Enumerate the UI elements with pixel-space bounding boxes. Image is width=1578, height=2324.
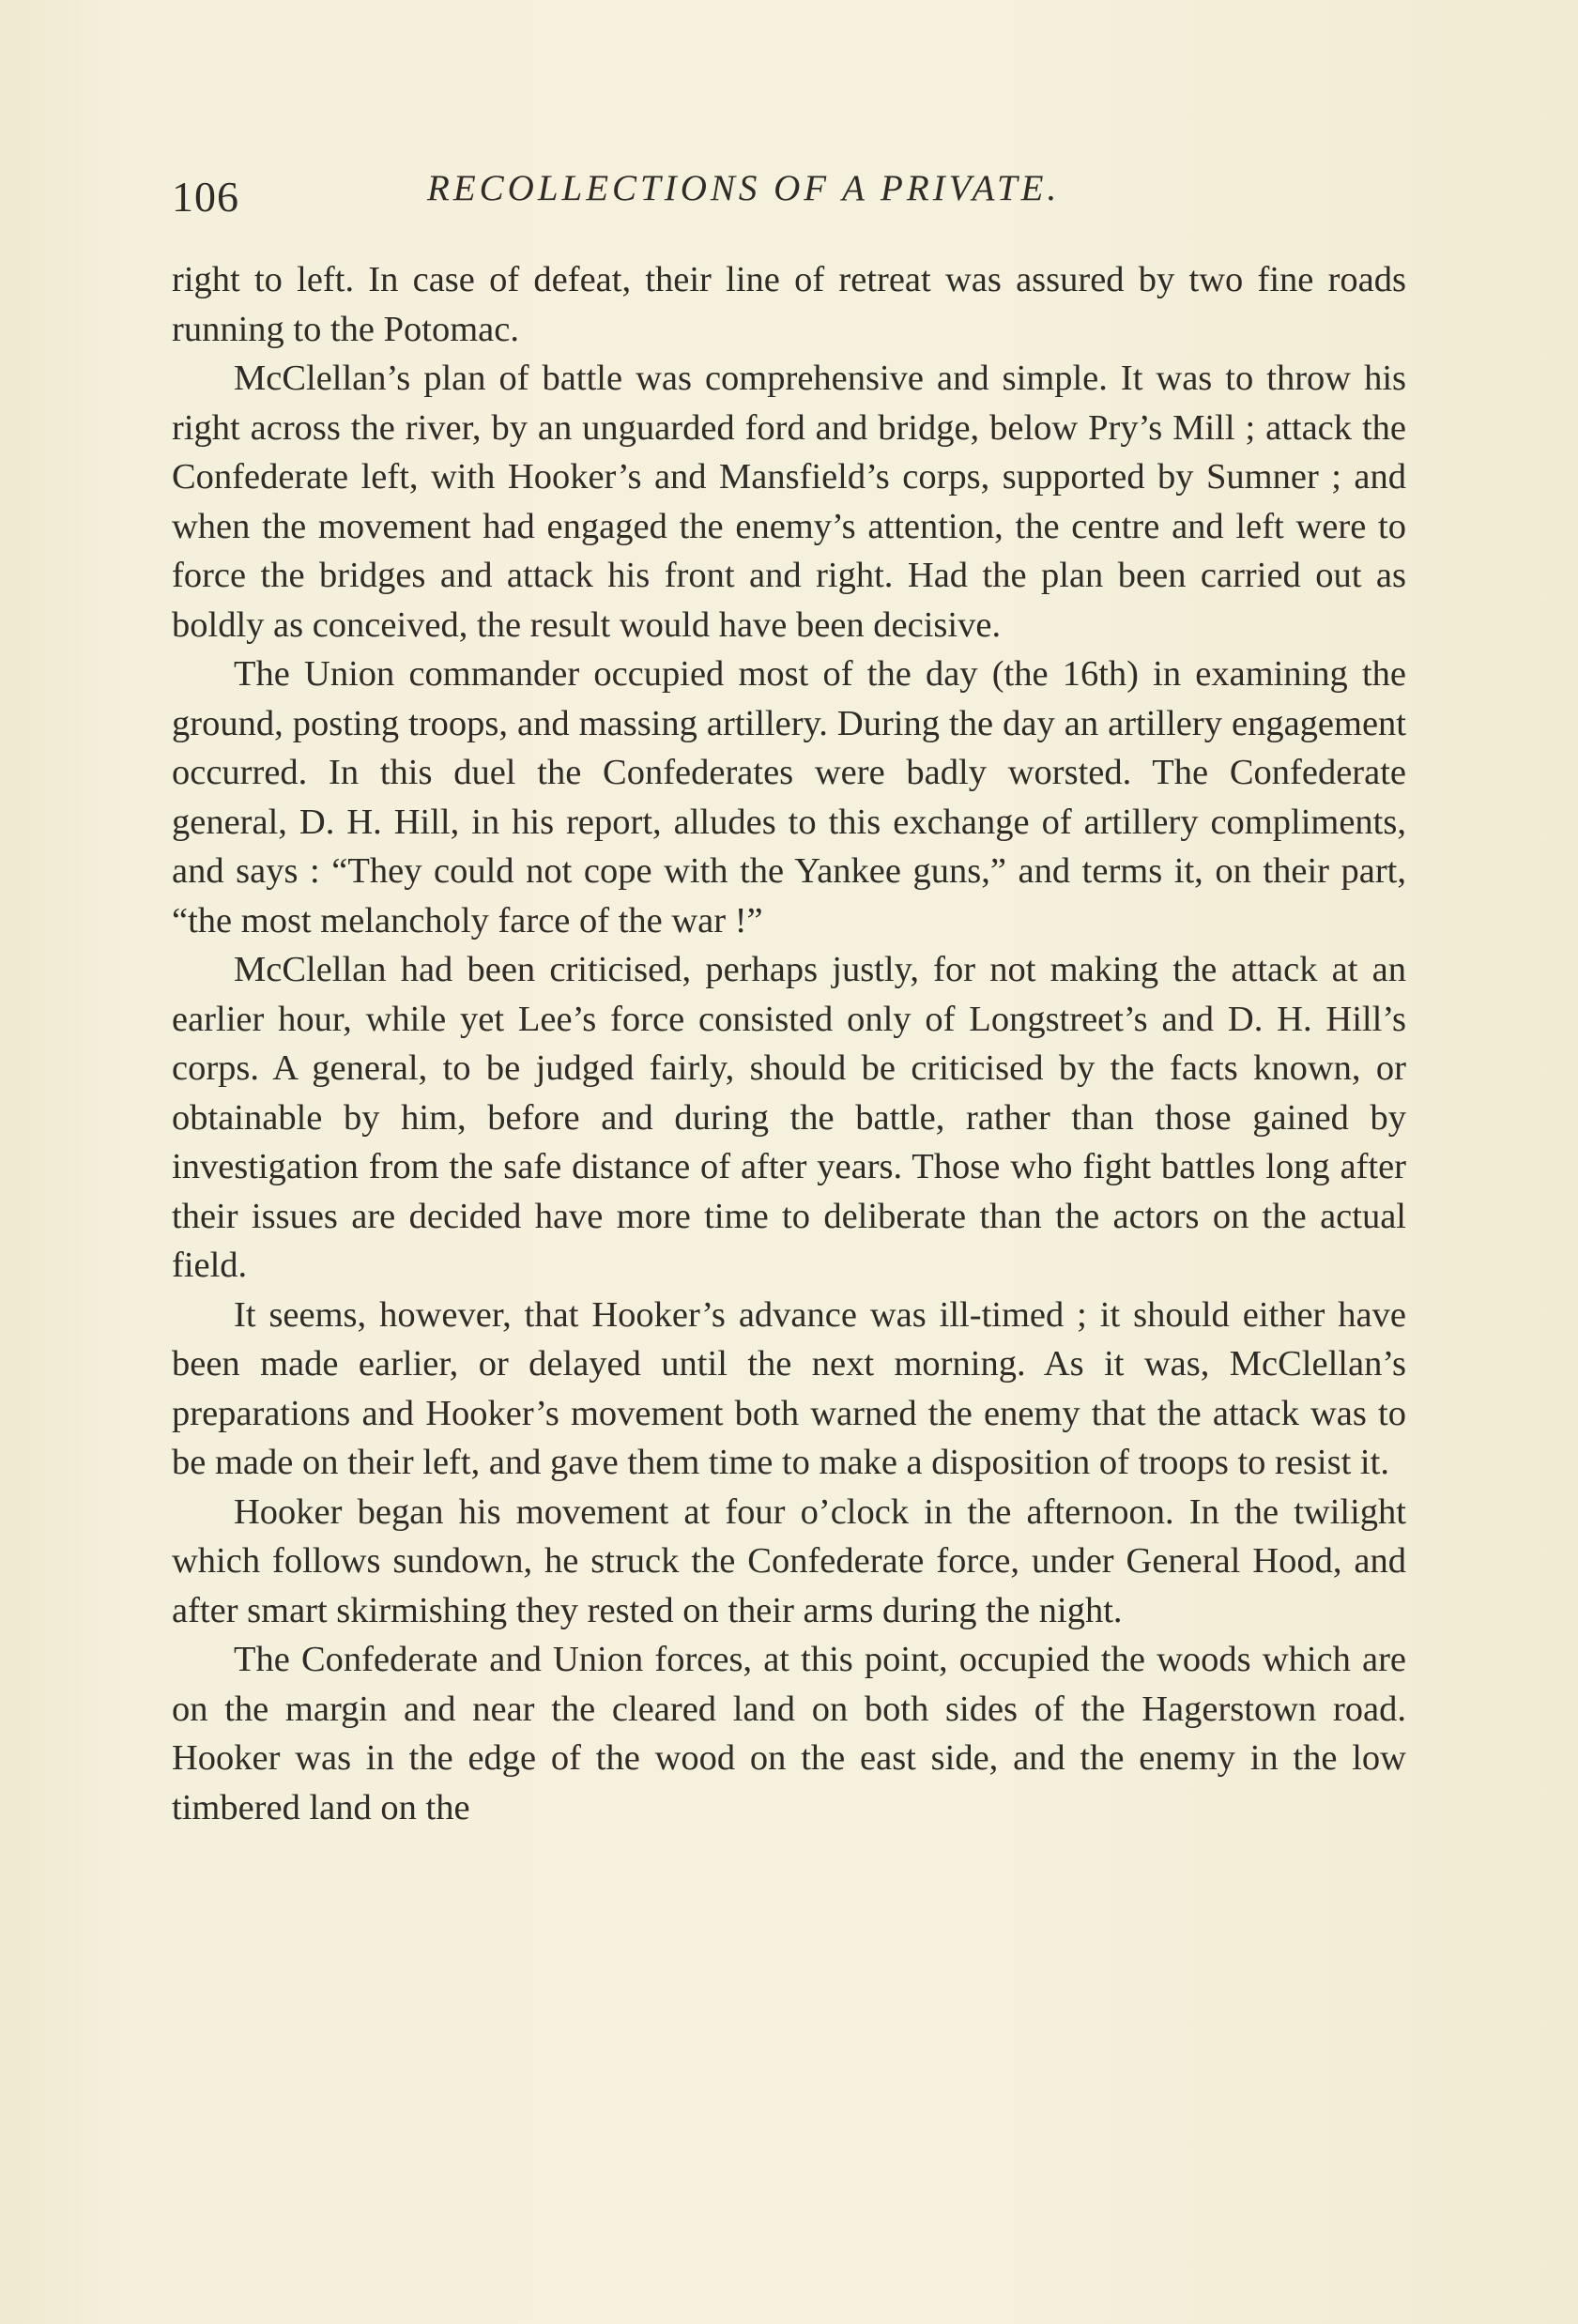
paragraph: right to left. In case of defeat, their line of retreat was assured by two fine roads running to the Potomac.: [172, 260, 1406, 349]
paragraph: The Confederate and Union forces, at this point, occupied the woods which are on the margin and near the cleared land on both sides of the Hagerstown road. Hooker was in the edge of the wood on the east side, and the enemy in the low timbered land on the: [172, 1640, 1406, 1827]
paragraph: It seems, however, that Hooker’s advance was ill-timed ; it should either have been made earlier, or delayed until the next morning. As it was, McClellan’s preparations and Hooker’s movement both warned the enemy that the attack was to be made on their left, and gave them time to make a disposition of troops to resist it.: [172, 1294, 1406, 1482]
page-number: 106: [172, 173, 239, 221]
body-text: [172, 255, 1406, 1832]
paragraph: McClellan had been criticised, perhaps justly, for not making the attack at an earlier hour, while yet Lee’s force consisted only of Longstreet’s and D. H. Hill’s corps. A general, to be judged fairly, should be criticised by the facts known, or obtainable by him, before and during the battle, rather than those gained by investigation from the safe distance of after years. Those who fight battles long after their issues are decided have more time to deliberate than the actors on the actual field.: [172, 950, 1406, 1285]
paragraph: McClellan’s plan of battle was comprehensive and simple. It was to throw his right across the river, by an unguarded ford and bridge, below Pry’s Mill ; attack the Confederate left, with Hooker’s and Mansfield’s corps, supported by Sumner ; and when the movement had engaged the enemy’s attention, the centre and left were to force the bridges and attack his front and right. Had the plan been carried out as boldly as conceived, the result would have been decisive.: [172, 359, 1406, 645]
running-head: RECOLLECTIONS OF A PRIVATE.: [427, 168, 1061, 208]
paragraph: Hooker began his movement at four o’clock in the afternoon. In the twilight which follows sundown, he struck the Confederate force, under General Hood, and after smart skirmishing they rested on their arms during the night.: [172, 1491, 1406, 1630]
paragraph: The Union commander occupied most of the day (the 16th) in examining the ground, posting troops, and massing artillery. During the day an artillery engagement occurred. In this duel the Confederates were badly worsted. The Confederate general, D. H. Hill, in his report, alludes to this exchange of artillery compliments, and says : “They could not cope with the Yankee guns,” and terms it, on their part, “the most melancholy farce of the war !”: [172, 654, 1406, 940]
